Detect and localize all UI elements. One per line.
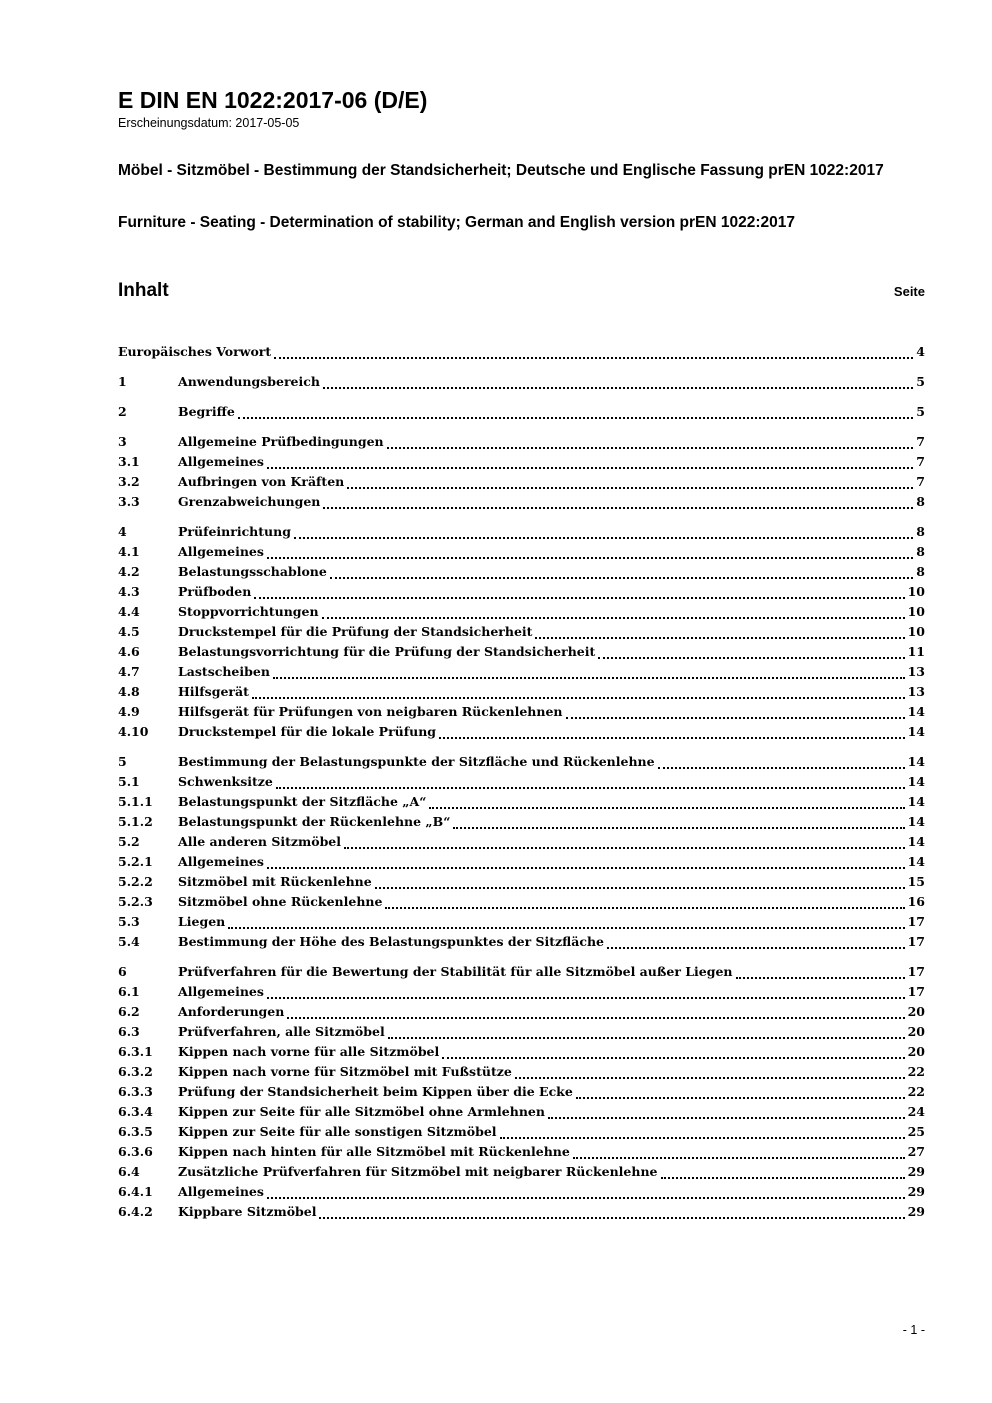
toc-entry-number: 4.8 bbox=[118, 683, 140, 699]
toc-entry-page: 7 bbox=[916, 433, 925, 449]
toc-row bbox=[118, 702, 925, 722]
toc-entry-number: 6.4.1 bbox=[118, 1183, 153, 1199]
toc-header bbox=[118, 280, 925, 302]
toc-entry-page: 17 bbox=[907, 913, 925, 929]
toc-row bbox=[118, 1162, 925, 1182]
toc bbox=[118, 342, 925, 1222]
title-english: Furniture - Seating - Determination of stability; German and English version prEN 1022:2017 bbox=[118, 213, 795, 231]
toc-row bbox=[118, 402, 925, 422]
toc-row bbox=[118, 1122, 925, 1142]
toc-row bbox=[118, 752, 925, 772]
toc-row bbox=[118, 492, 925, 512]
toc-entry-title: Kippen zur Seite für alle sonstigen Sitzmöbel bbox=[178, 1123, 497, 1139]
toc-row bbox=[118, 812, 925, 832]
toc-dot-leader bbox=[330, 577, 913, 579]
toc-dot-leader bbox=[274, 357, 913, 359]
toc-entry-title: Prüfboden bbox=[178, 583, 252, 599]
toc-entry-number: 6.3.2 bbox=[118, 1063, 153, 1079]
toc-entry-title: Sitzmöbel ohne Rückenlehne bbox=[178, 893, 383, 909]
toc-dot-leader bbox=[607, 947, 905, 949]
toc-dot-leader bbox=[267, 867, 905, 869]
toc-entry-page: 8 bbox=[916, 493, 925, 509]
toc-dot-leader bbox=[273, 677, 905, 679]
toc-dot-leader bbox=[576, 1097, 905, 1099]
toc-entry-page: 14 bbox=[907, 723, 925, 739]
toc-dot-leader bbox=[442, 1057, 904, 1059]
toc-dot-leader bbox=[322, 617, 905, 619]
toc-row bbox=[118, 582, 925, 602]
toc-entry-title: Kippen nach vorne für Sitzmöbel mit Fußstütze bbox=[178, 1063, 512, 1079]
toc-entry-number: 4 bbox=[118, 523, 127, 539]
toc-dot-leader bbox=[500, 1137, 905, 1139]
toc-entry-title: Liegen bbox=[178, 913, 226, 929]
toc-group bbox=[118, 372, 925, 392]
toc-entry-number: 5.2 bbox=[118, 833, 140, 849]
toc-entry-title: Druckstempel für die lokale Prüfung bbox=[178, 723, 437, 739]
toc-row bbox=[118, 832, 925, 852]
toc-entry-page: 29 bbox=[907, 1183, 925, 1199]
toc-entry-number: 6.3.3 bbox=[118, 1083, 153, 1099]
toc-row bbox=[118, 872, 925, 892]
toc-entry-page: 10 bbox=[907, 623, 925, 639]
toc-dot-leader bbox=[294, 537, 913, 539]
toc-row bbox=[118, 722, 925, 742]
toc-row bbox=[118, 982, 925, 1002]
toc-dot-leader bbox=[238, 417, 913, 419]
toc-row bbox=[118, 642, 925, 662]
toc-row bbox=[118, 962, 925, 982]
toc-dot-leader bbox=[287, 1017, 904, 1019]
toc-entry-page: 14 bbox=[907, 853, 925, 869]
toc-entry-title: Druckstempel für die Prüfung der Standsicherheit bbox=[178, 623, 533, 639]
toc-row bbox=[118, 662, 925, 682]
toc-dot-leader bbox=[254, 597, 904, 599]
toc-entry-page: 17 bbox=[907, 983, 925, 999]
toc-dot-leader bbox=[267, 997, 905, 999]
toc-entry-number: 5.2.1 bbox=[118, 853, 153, 869]
toc-entry-title: Belastungspunkt der Sitzfläche „A“ bbox=[178, 793, 427, 809]
toc-row bbox=[118, 1002, 925, 1022]
toc-entry-page: 8 bbox=[916, 543, 925, 559]
toc-row bbox=[118, 1042, 925, 1062]
toc-dot-leader bbox=[323, 387, 913, 389]
toc-entry-title: Kippen zur Seite für alle Sitzmöbel ohne Armlehnen bbox=[178, 1103, 545, 1119]
toc-entry-number: 6.4 bbox=[118, 1163, 140, 1179]
toc-row bbox=[118, 542, 925, 562]
toc-entry-title: Allgemeines bbox=[178, 453, 264, 469]
toc-entry-title: Grenzabweichungen bbox=[178, 493, 321, 509]
toc-entry-number: 1 bbox=[118, 373, 127, 389]
toc-row bbox=[118, 932, 925, 952]
toc-entry-page: 8 bbox=[916, 523, 925, 539]
toc-dot-leader bbox=[267, 557, 913, 559]
toc-entry-number: 6.4.2 bbox=[118, 1203, 153, 1219]
toc-entry-title: Allgemeines bbox=[178, 853, 264, 869]
toc-row bbox=[118, 1202, 925, 1222]
toc-dot-leader bbox=[228, 927, 904, 929]
title-german: Möbel - Sitzmöbel - Bestimmung der Standsicherheit; Deutsche und Englische Fassung prEN 1022:2017 bbox=[118, 162, 884, 180]
toc-dot-leader bbox=[453, 827, 904, 829]
toc-entry-page: 14 bbox=[907, 813, 925, 829]
toc-row bbox=[118, 912, 925, 932]
toc-entry-title: Kippen nach hinten für alle Sitzmöbel mit Rückenlehne bbox=[178, 1143, 570, 1159]
toc-entry-page: 16 bbox=[907, 893, 925, 909]
toc-entry-number: 6.3.1 bbox=[118, 1043, 153, 1059]
toc-row bbox=[118, 792, 925, 812]
toc-entry-title: Belastungsvorrichtung für die Prüfung der Standsicherheit bbox=[178, 643, 596, 659]
toc-entry-number: 5.2.2 bbox=[118, 873, 153, 889]
toc-entry-page: 14 bbox=[907, 793, 925, 809]
toc-dot-leader bbox=[319, 1217, 904, 1219]
toc-entry-page: 17 bbox=[907, 933, 925, 949]
toc-row bbox=[118, 562, 925, 582]
toc-entry-number: 5 bbox=[118, 753, 127, 769]
toc-entry-title: Alle anderen Sitzmöbel bbox=[178, 833, 342, 849]
toc-entry-title: Allgemeine Prüfbedingungen bbox=[178, 433, 384, 449]
toc-entry-title: Prüfverfahren, alle Sitzmöbel bbox=[178, 1023, 385, 1039]
toc-group bbox=[118, 962, 925, 1222]
toc-entry-page: 4 bbox=[916, 343, 925, 359]
toc-dot-leader bbox=[323, 507, 913, 509]
toc-group bbox=[118, 752, 925, 952]
toc-entry-number: 3 bbox=[118, 433, 127, 449]
toc-entry-page: 5 bbox=[916, 403, 925, 419]
toc-row bbox=[118, 772, 925, 792]
toc-entry-number: 3.2 bbox=[118, 473, 140, 489]
toc-entry-page: 14 bbox=[907, 753, 925, 769]
toc-entry-title: Anwendungsbereich bbox=[178, 373, 320, 389]
toc-entry-title: Prüfverfahren für die Bewertung der Stabilität für alle Sitzmöbel außer Liegen bbox=[178, 963, 733, 979]
toc-entry-title: Prüfeinrichtung bbox=[178, 523, 291, 539]
toc-entry-number: 6.3.4 bbox=[118, 1103, 153, 1119]
toc-entry-number: 4.1 bbox=[118, 543, 140, 559]
toc-entry-page: 8 bbox=[916, 563, 925, 579]
toc-group bbox=[118, 342, 925, 362]
toc-dot-leader bbox=[548, 1117, 905, 1119]
toc-entry-title: Anforderungen bbox=[178, 1003, 285, 1019]
toc-entry-number: 6.3 bbox=[118, 1023, 140, 1039]
toc-group bbox=[118, 432, 925, 512]
toc-row bbox=[118, 852, 925, 872]
toc-dot-leader bbox=[252, 697, 905, 699]
toc-entry-page: 17 bbox=[907, 963, 925, 979]
toc-dot-leader bbox=[658, 767, 905, 769]
toc-dot-leader bbox=[573, 1157, 905, 1159]
toc-row bbox=[118, 602, 925, 622]
toc-entry-number: 6.3.6 bbox=[118, 1143, 153, 1159]
toc-dot-leader bbox=[375, 887, 905, 889]
toc-entry-title: Zusätzliche Prüfverfahren für Sitzmöbel mit neigbarer Rückenlehne bbox=[178, 1163, 658, 1179]
toc-entry-number: 4.7 bbox=[118, 663, 140, 679]
toc-entry-number: 4.9 bbox=[118, 703, 140, 719]
toc-entry-title: Aufbringen von Kräften bbox=[178, 473, 345, 489]
toc-dot-leader bbox=[276, 787, 905, 789]
toc-entry-page: 27 bbox=[907, 1143, 925, 1159]
toc-entry-page: 25 bbox=[907, 1123, 925, 1139]
toc-entry-number: 5.4 bbox=[118, 933, 140, 949]
toc-dot-leader bbox=[267, 1197, 905, 1199]
toc-entry-title: Kippbare Sitzmöbel bbox=[178, 1203, 317, 1219]
toc-heading: Inhalt bbox=[118, 279, 169, 301]
toc-entry-title: Belastungsschablone bbox=[178, 563, 327, 579]
toc-entry-number: 6 bbox=[118, 963, 127, 979]
toc-row bbox=[118, 1062, 925, 1082]
toc-row bbox=[118, 522, 925, 542]
toc-entry-number: 4.6 bbox=[118, 643, 140, 659]
toc-entry-number: 4.3 bbox=[118, 583, 140, 599]
toc-row bbox=[118, 1142, 925, 1162]
toc-dot-leader bbox=[347, 487, 913, 489]
toc-row bbox=[118, 1182, 925, 1202]
toc-row bbox=[118, 622, 925, 642]
toc-entry-page: 24 bbox=[907, 1103, 925, 1119]
toc-entry-page: 7 bbox=[916, 453, 925, 469]
toc-entry-title: Stoppvorrichtungen bbox=[178, 603, 319, 619]
toc-entry-number: 4.4 bbox=[118, 603, 140, 619]
toc-entry-page: 22 bbox=[907, 1083, 925, 1099]
toc-entry-page: 29 bbox=[907, 1163, 925, 1179]
document-title: E DIN EN 1022:2017-06 (D/E) bbox=[118, 87, 428, 113]
toc-entry-title: Belastungspunkt der Rückenlehne „B“ bbox=[178, 813, 451, 829]
toc-row bbox=[118, 1102, 925, 1122]
toc-dot-leader bbox=[439, 737, 905, 739]
toc-entry-page: 14 bbox=[907, 833, 925, 849]
toc-dot-leader bbox=[385, 907, 904, 909]
toc-entry-number: 4.5 bbox=[118, 623, 140, 639]
toc-entry-title: Hilfsgerät für Prüfungen von neigbaren Rückenlehnen bbox=[178, 703, 563, 719]
toc-entry-title: Allgemeines bbox=[178, 983, 264, 999]
toc-entry-title: Europäisches Vorwort bbox=[118, 343, 272, 359]
toc-entry-title: Allgemeines bbox=[178, 543, 264, 559]
toc-dot-leader bbox=[535, 637, 904, 639]
toc-entry-page: 20 bbox=[907, 1043, 925, 1059]
toc-entry-number: 6.2 bbox=[118, 1003, 140, 1019]
toc-dot-leader bbox=[598, 657, 904, 659]
toc-entry-title: Bestimmung der Höhe des Belastungspunktes der Sitzfläche bbox=[178, 933, 604, 949]
toc-entry-number: 6.1 bbox=[118, 983, 140, 999]
toc-dot-leader bbox=[566, 717, 905, 719]
toc-entry-page: 14 bbox=[907, 703, 925, 719]
toc-entry-title: Schwenksitze bbox=[178, 773, 273, 789]
toc-entry-page: 10 bbox=[907, 603, 925, 619]
toc-row bbox=[118, 372, 925, 392]
toc-entry-number: 3.1 bbox=[118, 453, 140, 469]
toc-entry-page: 22 bbox=[907, 1063, 925, 1079]
toc-row bbox=[118, 432, 925, 452]
toc-entry-number: 4.2 bbox=[118, 563, 140, 579]
toc-group bbox=[118, 402, 925, 422]
toc-entry-title: Allgemeines bbox=[178, 1183, 264, 1199]
toc-row bbox=[118, 452, 925, 472]
toc-entry-title: Prüfung der Standsicherheit beim Kippen über die Ecke bbox=[178, 1083, 573, 1099]
toc-dot-leader bbox=[267, 467, 913, 469]
toc-dot-leader bbox=[661, 1177, 905, 1179]
toc-entry-title: Hilfsgerät bbox=[178, 683, 249, 699]
toc-entry-number: 5.3 bbox=[118, 913, 140, 929]
toc-row bbox=[118, 892, 925, 912]
toc-entry-page: 5 bbox=[916, 373, 925, 389]
publication-date: Erscheinungsdatum: 2017-05-05 bbox=[118, 116, 300, 131]
toc-dot-leader bbox=[344, 847, 905, 849]
toc-dot-leader bbox=[429, 807, 904, 809]
toc-entry-page: 20 bbox=[907, 1003, 925, 1019]
toc-entry-number: 5.1 bbox=[118, 773, 140, 789]
toc-entry-number: 2 bbox=[118, 403, 127, 419]
toc-dot-leader bbox=[515, 1077, 905, 1079]
toc-row bbox=[118, 472, 925, 492]
toc-entry-page: 20 bbox=[907, 1023, 925, 1039]
toc-entry-number: 6.3.5 bbox=[118, 1123, 153, 1139]
toc-entry-title: Kippen nach vorne für alle Sitzmöbel bbox=[178, 1043, 440, 1059]
toc-entry-title: Lastscheiben bbox=[178, 663, 270, 679]
toc-dot-leader bbox=[387, 447, 914, 449]
toc-entry-number: 3.3 bbox=[118, 493, 140, 509]
toc-dot-leader bbox=[736, 977, 905, 979]
toc-entry-page: 11 bbox=[907, 643, 925, 659]
toc-entry-title: Bestimmung der Belastungspunkte der Sitzfläche und Rückenlehne bbox=[178, 753, 655, 769]
toc-entry-page: 10 bbox=[907, 583, 925, 599]
toc-entry-page: 7 bbox=[916, 473, 925, 489]
toc-entry-title: Begriffe bbox=[178, 403, 235, 419]
toc-entry-page: 15 bbox=[907, 873, 925, 889]
toc-entry-number: 5.1.2 bbox=[118, 813, 153, 829]
toc-dot-leader bbox=[388, 1037, 905, 1039]
toc-entry-number: 5.2.3 bbox=[118, 893, 153, 909]
toc-row bbox=[118, 682, 925, 702]
toc-row bbox=[118, 342, 925, 362]
toc-row bbox=[118, 1022, 925, 1042]
toc-entry-number: 5.1.1 bbox=[118, 793, 153, 809]
toc-entry-number: 4.10 bbox=[118, 723, 149, 739]
toc-entry-page: 13 bbox=[907, 663, 925, 679]
toc-entry-page: 29 bbox=[907, 1203, 925, 1219]
toc-entry-title: Sitzmöbel mit Rückenlehne bbox=[178, 873, 372, 889]
toc-entry-page: 14 bbox=[907, 773, 925, 789]
toc-entry-page: 13 bbox=[907, 683, 925, 699]
toc-page-column-label: Seite bbox=[893, 283, 925, 299]
toc-group bbox=[118, 522, 925, 742]
footer-page-number: - 1 - bbox=[902, 1323, 925, 1337]
toc-row bbox=[118, 1082, 925, 1102]
